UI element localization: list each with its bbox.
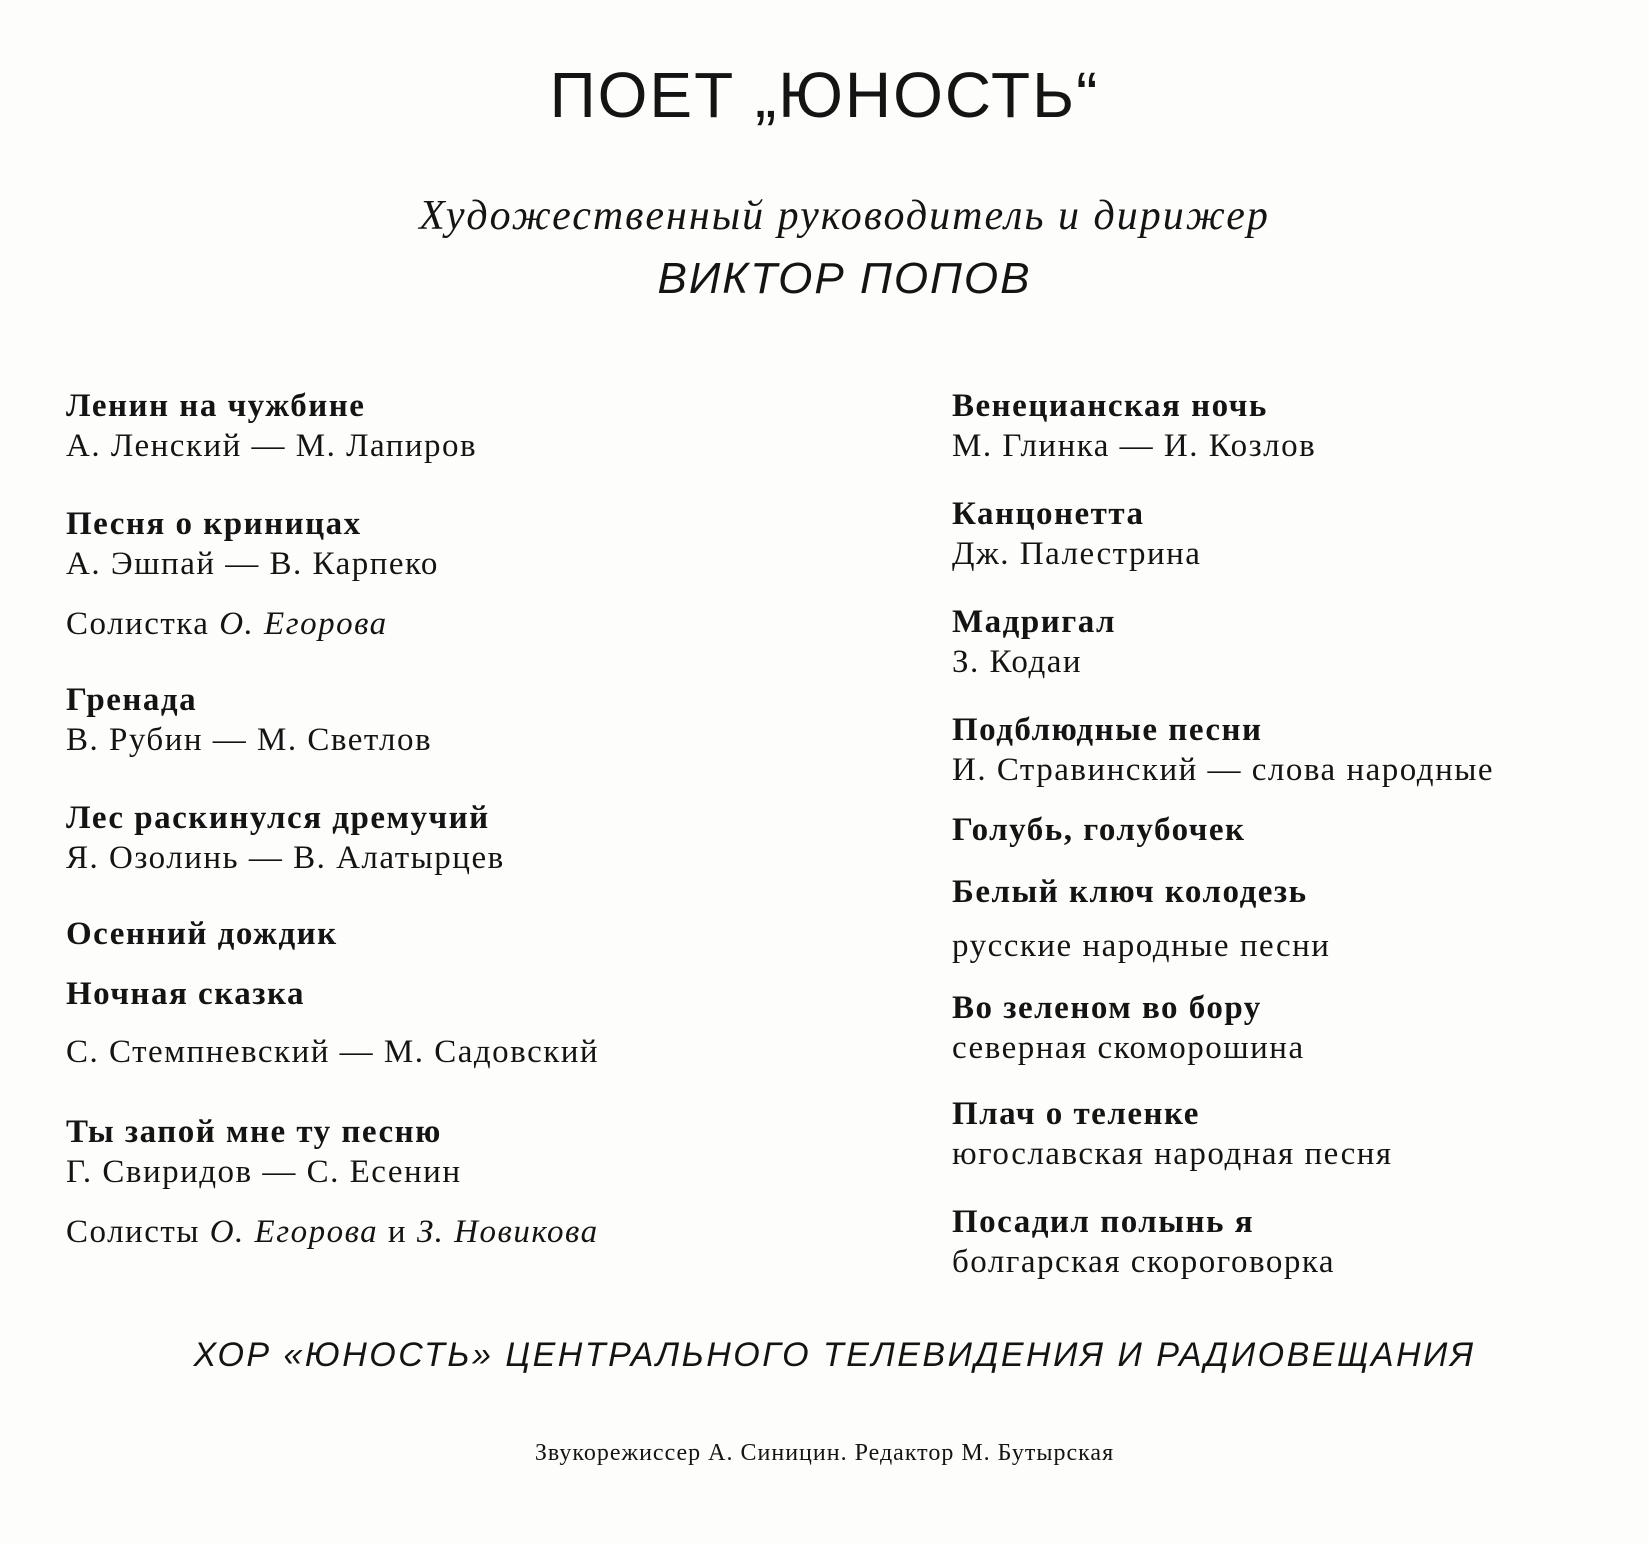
track-item	[66, 798, 505, 878]
track-item	[952, 386, 1316, 466]
soloist-name: О. Егорова	[209, 1214, 379, 1250]
track-item	[952, 1202, 1335, 1282]
track-item	[952, 988, 1305, 1068]
soloist-line	[66, 604, 439, 644]
production-credits: Звукорежиссер А. Синицин. Редактор М. Бутырская	[534, 1440, 1115, 1466]
song-credit: В. Рубин — М. Светлов	[66, 722, 433, 758]
track-item	[952, 1094, 1393, 1174]
song-title: Плач о теленке	[952, 1096, 1200, 1132]
track-item	[952, 872, 1330, 966]
track-item	[952, 710, 1494, 790]
song-credit: русские народные песни	[952, 928, 1331, 964]
soloist-label: Солистка	[66, 606, 210, 642]
song-credit: Г. Свиридов — С. Есенин	[66, 1154, 462, 1190]
song-credit: З. Кодаи	[952, 644, 1083, 680]
soloist-name: О. Егорова	[219, 606, 388, 642]
song-credit: И. Стравинский — слова народные	[952, 752, 1495, 788]
song-title: Ночная сказка	[66, 976, 305, 1012]
track-item	[66, 386, 477, 466]
song-title: Ленин на чужбине	[66, 388, 366, 424]
song-credit: А. Ленский — М. Лапиров	[66, 428, 478, 464]
song-title: Канцонетта	[952, 496, 1145, 532]
song-credit: А. Эшпай — В. Карпеко	[66, 546, 439, 582]
song-credit: М. Глинка — И. Козлов	[952, 428, 1317, 464]
song-title: Подблюдные песни	[952, 712, 1263, 748]
track-item	[66, 914, 338, 954]
song-title: Во зеленом во бору	[952, 990, 1262, 1026]
song-title: Осенний дождик	[66, 916, 338, 952]
song-credit: Я. Озолинь — В. Алатырцев	[66, 840, 505, 876]
track-item	[952, 810, 1245, 850]
conductor-name: ВИКТОР ПОПОВ	[657, 254, 1032, 303]
song-title: Венецианская ночь	[952, 388, 1268, 424]
track-item	[66, 504, 439, 644]
album-title: ПОЕТ „ЮНОСТЬ“	[549, 59, 1100, 131]
song-title: Песня о криницах	[66, 506, 362, 542]
soloist-label: Солисты	[66, 1214, 200, 1250]
soloist-line	[66, 1212, 599, 1252]
song-title: Белый ключ колодезь	[952, 874, 1308, 910]
soloist-name: З. Новикова	[416, 1214, 599, 1250]
song-title: Голубь, голубочек	[952, 812, 1246, 848]
song-credit: Дж. Палестрина	[952, 536, 1202, 572]
song-title: Ты запой мне ту песню	[66, 1114, 442, 1150]
song-credit: югославская народная песня	[952, 1136, 1393, 1172]
track-item	[66, 1112, 599, 1252]
song-credit: С. Стемпневский — М. Садовский	[66, 1034, 600, 1070]
song-title: Мадригал	[952, 604, 1116, 640]
song-title: Посадил полынь я	[952, 1204, 1255, 1240]
track-item	[66, 974, 599, 1072]
soloist-conjunction: и	[387, 1214, 408, 1250]
track-item	[952, 602, 1116, 682]
conductor-role: Художественный руководитель и дирижер	[419, 193, 1270, 239]
track-item	[952, 494, 1201, 574]
track-item	[66, 680, 432, 760]
song-credit: болгарская скороговорка	[952, 1244, 1336, 1280]
choir-name: ХОР «ЮНОСТЬ» ЦЕНТРАЛЬНОГО ТЕЛЕВИДЕНИЯ И РАДИОВЕЩАНИЯ	[193, 1336, 1476, 1374]
song-credit: северная скоморошина	[952, 1030, 1305, 1066]
song-title: Лес раскинулся дремучий	[66, 800, 490, 836]
song-title: Гренада	[66, 682, 198, 718]
